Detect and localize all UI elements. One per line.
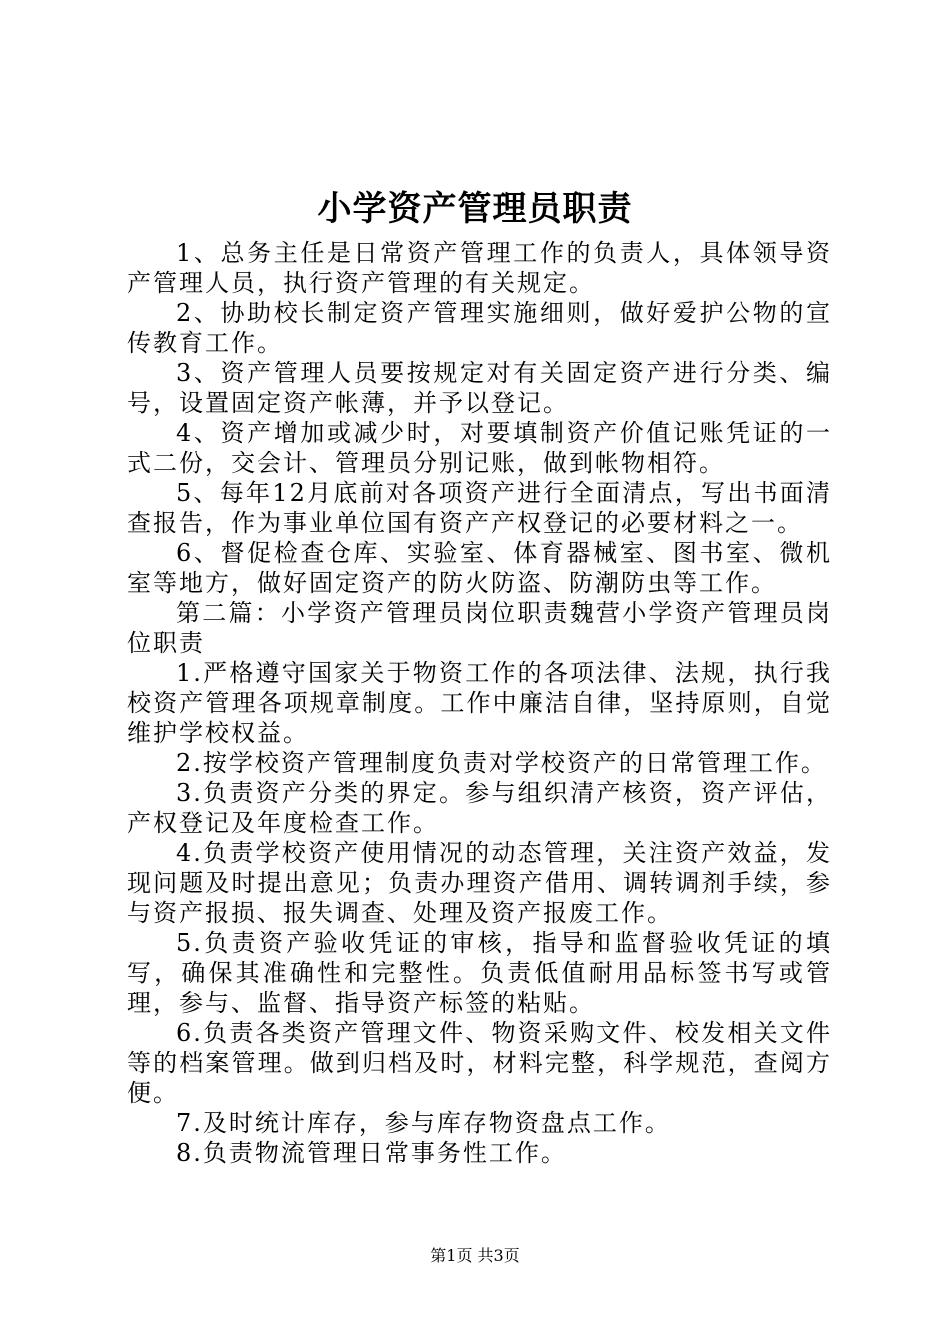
paragraph-1: 1、总务主任是日常资产管理工作的负责人，具体领导资产管理人员，执行资产管理的有关规定。 (127, 239, 832, 297)
paragraph-4: 4、资产增加或减少时，对要填制资产价值记账凭证的一式二份，交会计、管理员分别记账，做到帐物相符。 (127, 419, 832, 477)
section-heading-part-two: 第二篇：小学资产管理员岗位职责魏营小学资产管理员岗位职责 (127, 599, 832, 657)
page-title: 小学资产管理员职责 (317, 189, 633, 229)
duty-item-2: 2.按学校资产管理制度负责对学校资产的日常管理工作。 (176, 749, 827, 777)
duty-item-7: 7.及时统计库存，参与库存物资盘点工作。 (176, 1109, 671, 1137)
duty-item-1: 1.严格遵守国家关于物资工作的各项法律、法规，执行我校资产管理各项规章制度。工作中廉洁自律，坚持原则，自觉维护学校权益。 (127, 659, 832, 747)
duty-item-4: 4.负责学校资产使用情况的动态管理，关注资产效益，发现问题及时提出意见；负责办理资产借用、调转调剂手续，参与资产报损、报失调查、处理及资产报废工作。 (127, 839, 832, 927)
paragraph-2: 2、协助校长制定资产管理实施细则，做好爱护公物的宣传教育工作。 (127, 299, 832, 357)
duty-item-8: 8.负责物流管理日常事务性工作。 (176, 1139, 567, 1167)
page-footer: 第1页 共3页 (430, 1246, 520, 1265)
duty-item-6: 6.负责各类资产管理文件、物资采购文件、校发相关文件等的档案管理。做到归档及时，材料完整，科学规范，查阅方便。 (127, 1019, 832, 1107)
paragraph-3: 3、资产管理人员要按规定对有关固定资产进行分类、编号，设置固定资产帐薄，并予以登记。 (127, 359, 832, 417)
duty-item-3: 3.负责资产分类的界定。参与组织清产核资，资产评估，产权登记及年度检查工作。 (127, 779, 832, 837)
duty-item-5: 5.负责资产验收凭证的审核，指导和监督验收凭证的填写，确保其准确性和完整性。负责低值耐用品标签书写或管理，参与、监督、指导资产标签的粘贴。 (127, 929, 832, 1017)
document-body (127, 238, 832, 1168)
paragraph-5: 5、每年12月底前对各项资产进行全面清点，写出书面清查报告，作为事业单位国有资产产权登记的必要材料之一。 (127, 479, 832, 537)
paragraph-6: 6、督促检查仓库、实验室、体育器械室、图书室、微机室等地方，做好固定资产的防火防盗、防潮防虫等工作。 (127, 539, 832, 597)
